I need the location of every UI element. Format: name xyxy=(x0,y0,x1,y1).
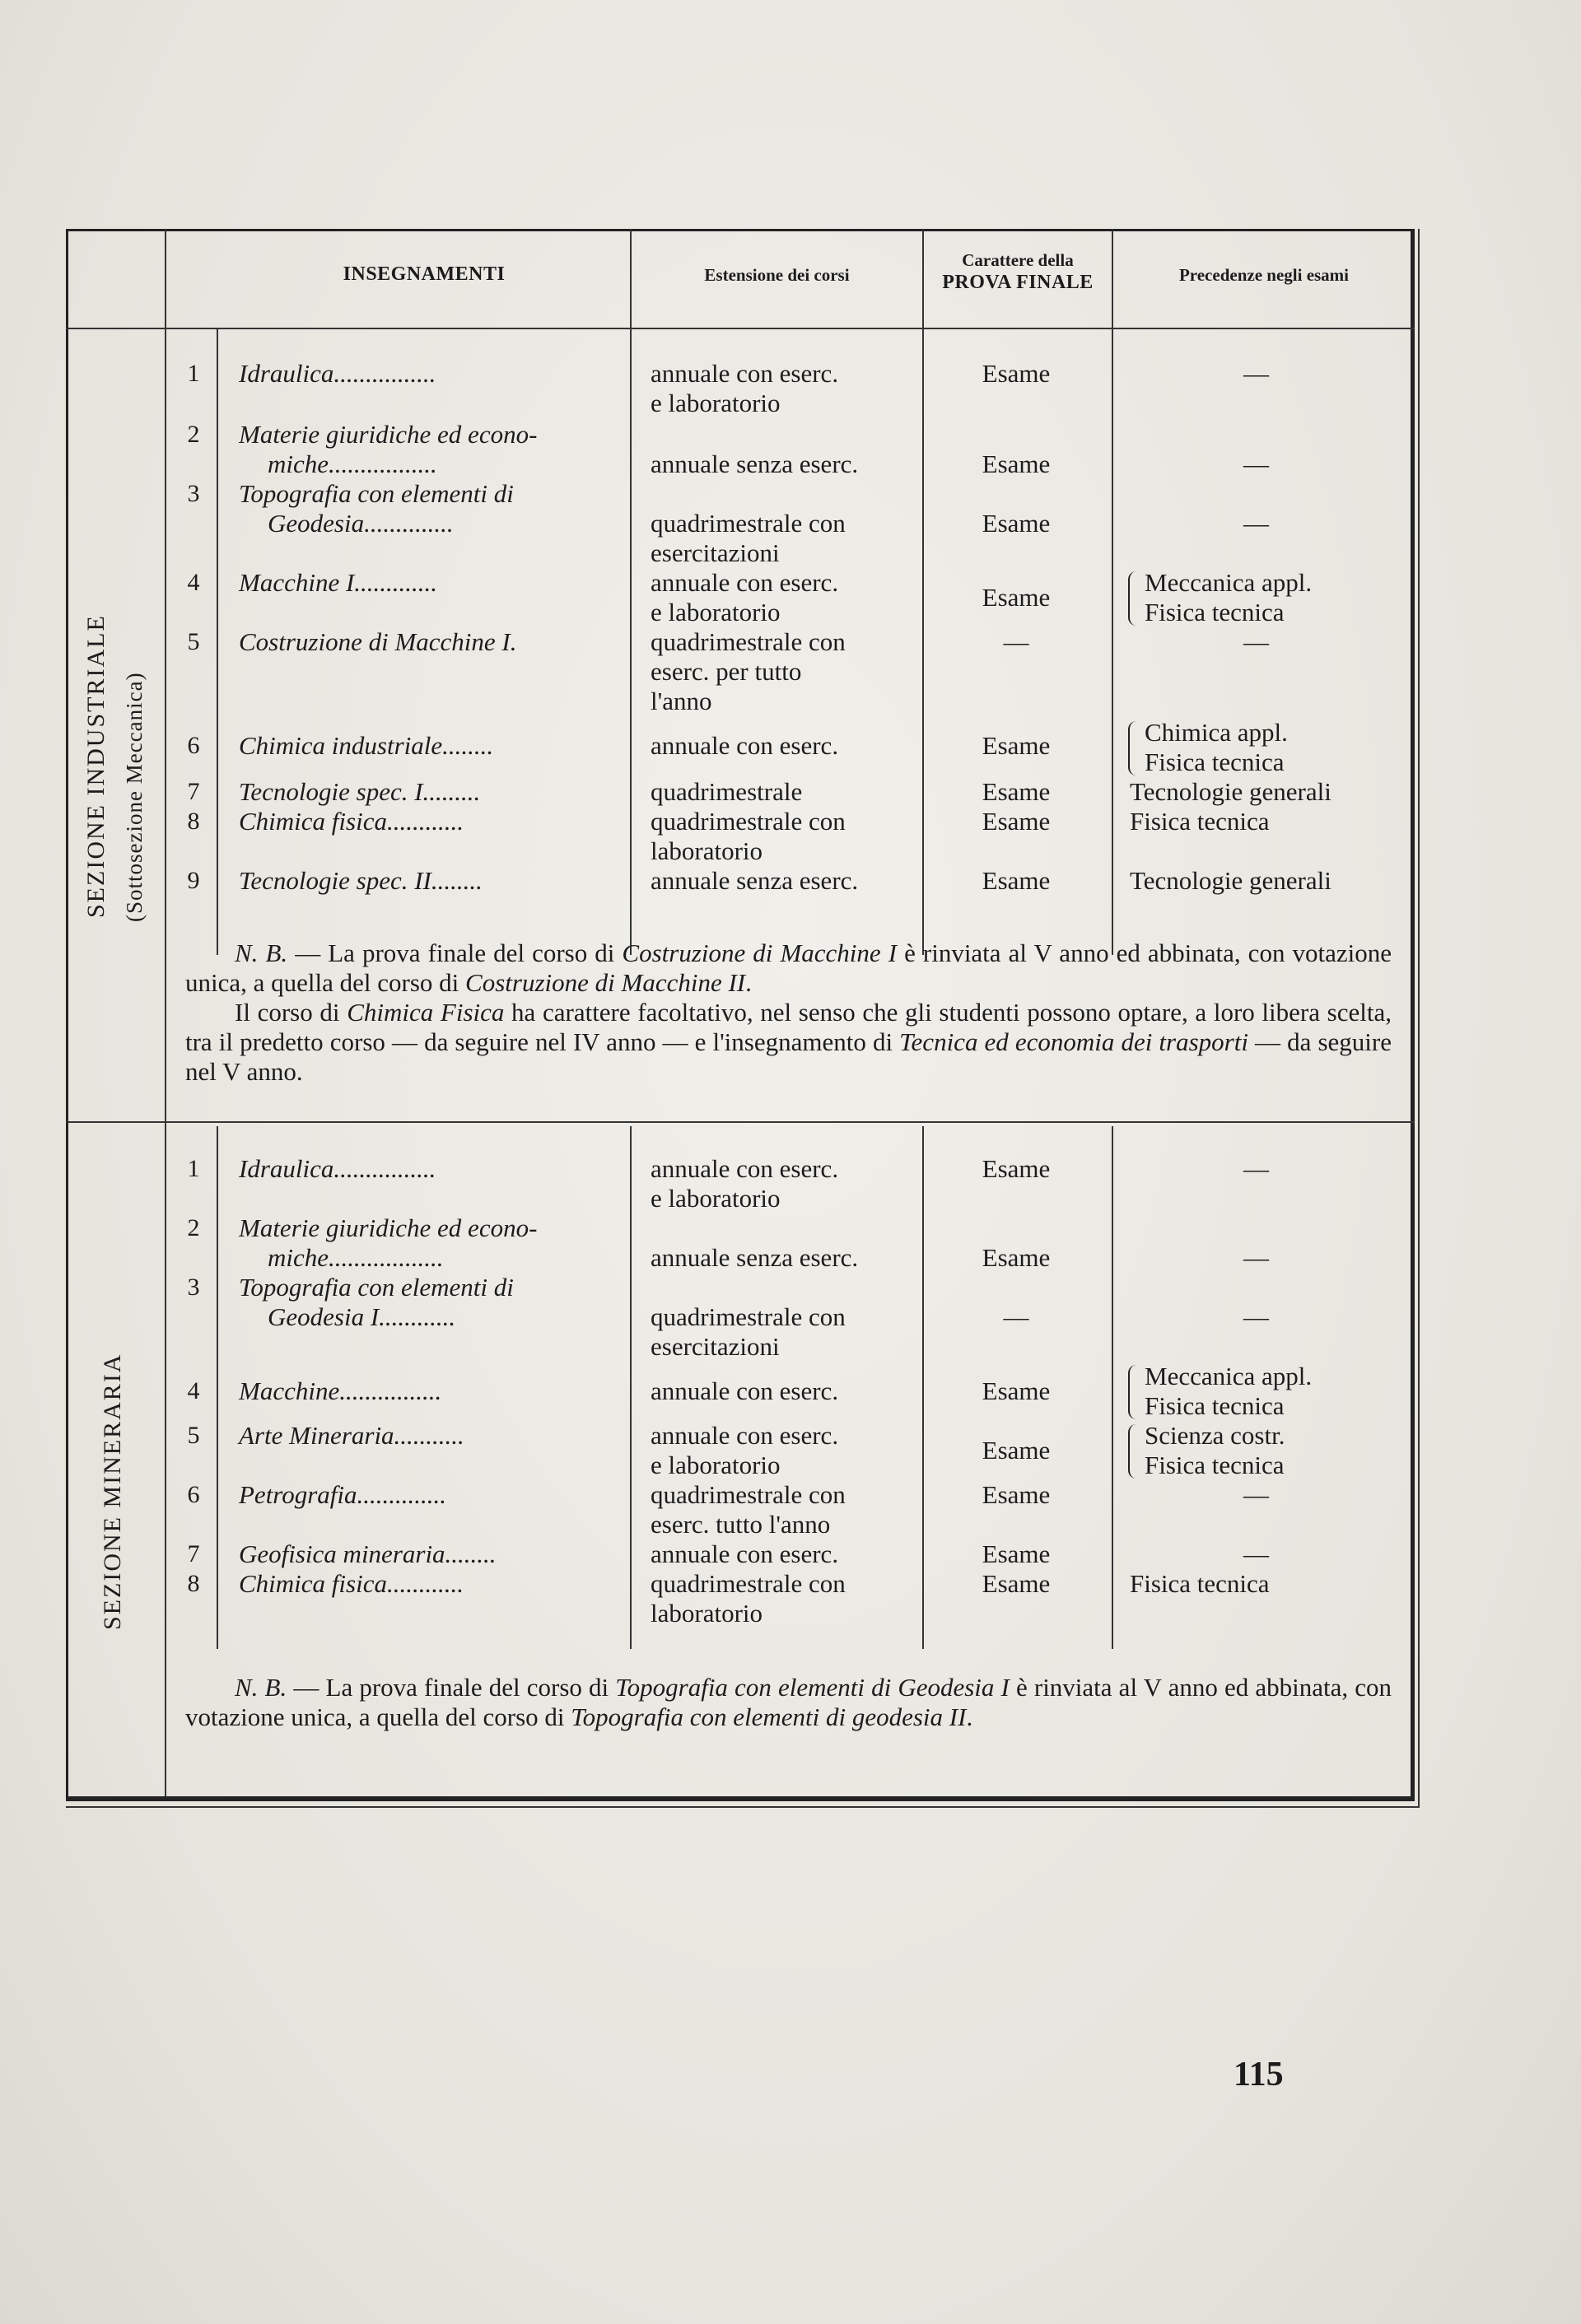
course-extension: annuale senza eserc. xyxy=(651,449,859,478)
course-extension: quadrimestrale con xyxy=(651,1480,846,1509)
exam-precedence: — xyxy=(1243,359,1269,388)
course-extension: e laboratorio xyxy=(651,1184,781,1213)
final-exam-type: Esame xyxy=(982,1539,1051,1568)
final-exam-type: Esame xyxy=(982,1243,1051,1272)
note-mineraria xyxy=(185,1673,1392,1732)
final-exam-type: Esame xyxy=(982,359,1051,388)
final-exam-type: Esame xyxy=(982,777,1051,806)
exam-precedence: Scienza costr. xyxy=(1145,1421,1285,1450)
col-divider-exam xyxy=(1112,1126,1113,1649)
course-extension: quadrimestrale con xyxy=(651,509,846,538)
brace-icon xyxy=(1128,1424,1141,1479)
row-number: 3 xyxy=(187,1274,200,1301)
exam-precedence: — xyxy=(1243,509,1269,538)
col-divider-number xyxy=(217,1126,218,1649)
course-extension: annuale con eserc. xyxy=(651,1154,839,1183)
row-number: 5 xyxy=(187,1422,200,1449)
course-extension: annuale con eserc. xyxy=(651,731,839,760)
final-exam-type: — xyxy=(1003,627,1029,656)
row-number: 2 xyxy=(187,421,200,448)
subject-name: Idraulica................ xyxy=(239,359,436,388)
course-extension: laboratorio xyxy=(651,836,763,865)
section-separator xyxy=(66,1121,1415,1123)
section-label-mineraria: SEZIONE MINERARIA xyxy=(99,1353,126,1630)
note-nb: N. B. xyxy=(235,1673,287,1702)
exam-precedence: Tecnologie generali xyxy=(1130,866,1331,895)
subject-name: Chimica fisica............ xyxy=(239,1569,464,1598)
exam-precedence: Fisica tecnica xyxy=(1130,807,1270,836)
course-extension: annuale con eserc. xyxy=(651,1421,839,1450)
subject-name: Topografia con elementi di xyxy=(239,1273,514,1302)
note-course: Chimica Fisica xyxy=(347,998,505,1027)
course-extension: l'anno xyxy=(651,687,712,715)
row-number: 2 xyxy=(187,1214,200,1241)
note-text: — La prova finale del corso di xyxy=(287,1673,616,1702)
subject-name: Costruzione di Macchine I. xyxy=(239,627,517,656)
course-extension: quadrimestrale con xyxy=(651,807,846,836)
final-exam-type: Esame xyxy=(982,1154,1051,1183)
note-paragraph xyxy=(185,1673,1392,1732)
subject-name: Arte Mineraria........... xyxy=(239,1421,464,1450)
subject-name-cont: Geodesia.............. xyxy=(268,509,454,538)
exam-precedence: Tecnologie generali xyxy=(1130,777,1331,806)
row-number: 1 xyxy=(187,1155,200,1182)
course-extension: annuale con eserc. xyxy=(651,568,839,597)
exam-precedence: Chimica appl. xyxy=(1145,718,1288,747)
final-exam-type: Esame xyxy=(982,1480,1051,1509)
exam-precedence: Meccanica appl. xyxy=(1145,1362,1313,1390)
course-extension: annuale con eserc. xyxy=(651,359,839,388)
subject-name: Tecnologie spec. I......... xyxy=(239,777,481,806)
subject-name: Idraulica................ xyxy=(239,1154,436,1183)
exam-precedence: Fisica tecnica xyxy=(1145,1451,1285,1479)
col-divider-number xyxy=(217,329,218,955)
col-divider-subject xyxy=(630,1126,632,1649)
brace-icon xyxy=(1128,1365,1141,1419)
exam-precedence: Fisica tecnica xyxy=(1130,1569,1270,1598)
course-extension: annuale senza eserc. xyxy=(651,866,859,895)
exam-precedence: Meccanica appl. xyxy=(1145,568,1313,597)
course-extension: quadrimestrale con xyxy=(651,1302,846,1331)
final-exam-type: Esame xyxy=(982,1436,1051,1465)
exam-precedence: — xyxy=(1243,627,1269,656)
exam-precedence: Fisica tecnica xyxy=(1145,598,1285,626)
exam-precedence: — xyxy=(1243,1480,1269,1509)
brace-icon xyxy=(1128,721,1141,775)
final-exam-type: Esame xyxy=(982,866,1051,895)
exam-precedence: Fisica tecnica xyxy=(1145,1391,1285,1420)
note-paragraph xyxy=(185,938,1392,998)
note-nb: N. B. xyxy=(235,938,288,967)
header-bottom-rule xyxy=(66,328,1415,329)
subject-name: Petrografia.............. xyxy=(239,1480,447,1509)
row-number: 4 xyxy=(187,1377,200,1404)
note-course: Tecnica ed economia dei trasporti xyxy=(899,1027,1248,1056)
subject-name-cont: Geodesia I............ xyxy=(268,1302,456,1331)
course-extension: quadrimestrale xyxy=(651,777,803,806)
row-number: 5 xyxy=(187,628,200,655)
row-number: 6 xyxy=(187,1481,200,1508)
col-divider-subject xyxy=(630,229,632,955)
note-text: — da seguire nel V anno. xyxy=(185,1027,1392,1086)
subject-name: Geofisica mineraria........ xyxy=(239,1539,497,1568)
col-divider-section xyxy=(165,229,166,1796)
subject-name-cont: miche.................. xyxy=(268,1243,444,1272)
course-extension: eserc. per tutto xyxy=(651,657,802,686)
header-carattere-line2: PROVA FINALE xyxy=(942,272,1094,293)
col-divider-extension xyxy=(922,229,924,955)
exam-precedence: Fisica tecnica xyxy=(1145,747,1285,776)
row-number: 1 xyxy=(187,360,200,387)
note-text: . xyxy=(745,968,752,997)
final-exam-type: Esame xyxy=(982,731,1051,760)
note-course: Costruzione di Macchine II xyxy=(465,968,746,997)
subject-name: Chimica fisica............ xyxy=(239,807,464,836)
row-number: 9 xyxy=(187,867,200,894)
subject-name: Tecnologie spec. II........ xyxy=(239,866,483,895)
final-exam-type: Esame xyxy=(982,583,1051,612)
brace-icon xyxy=(1128,571,1141,626)
course-extension: e laboratorio xyxy=(651,1451,781,1479)
course-extension: quadrimestrale con xyxy=(651,627,846,656)
row-number: 3 xyxy=(187,480,200,507)
course-extension: annuale con eserc. xyxy=(651,1539,839,1568)
course-extension: e laboratorio xyxy=(651,598,781,626)
note-text: Il corso di xyxy=(235,998,347,1027)
note-industriale xyxy=(185,938,1392,1087)
col-divider-exam xyxy=(1112,229,1113,955)
note-paragraph xyxy=(185,998,1392,1087)
final-exam-type: Esame xyxy=(982,449,1051,478)
subject-name: Materie giuridiche ed econo- xyxy=(239,1213,538,1242)
section-label-industriale: SEZIONE INDUSTRIALE xyxy=(82,614,110,918)
final-exam-type: Esame xyxy=(982,509,1051,538)
subject-name: Topografia con elementi di xyxy=(239,479,514,508)
col-divider-extension xyxy=(922,1126,924,1649)
note-text: . xyxy=(966,1702,973,1731)
subject-name: Materie giuridiche ed econo- xyxy=(239,420,538,449)
subject-name: Chimica industriale........ xyxy=(239,731,494,760)
course-extension: quadrimestrale con xyxy=(651,1569,846,1598)
row-number: 8 xyxy=(187,808,200,835)
subject-name: Macchine................ xyxy=(239,1376,442,1405)
page-number: 115 xyxy=(1234,2056,1284,2093)
course-extension: eserc. tutto l'anno xyxy=(651,1510,831,1539)
course-extension: annuale con eserc. xyxy=(651,1376,839,1405)
exam-precedence: — xyxy=(1243,449,1269,478)
header-carattere-line1: Carattere della xyxy=(962,250,1074,270)
final-exam-type: Esame xyxy=(982,1569,1051,1598)
course-extension: esercitazioni xyxy=(651,1332,780,1361)
note-text: è rinviata al V anno ed abbinata, con votazione unica, a quella del corso di xyxy=(185,938,1392,997)
final-exam-type: Esame xyxy=(982,1376,1051,1405)
header-insegnamenti: INSEGNAMENTI xyxy=(343,263,506,285)
note-course: Topografia con elementi di Geodesia I xyxy=(615,1673,1010,1702)
subject-name: Macchine I............. xyxy=(239,568,438,597)
exam-precedence: — xyxy=(1243,1539,1269,1568)
section-sublabel-meccanica: (Sottosezione Meccanica) xyxy=(122,672,147,922)
exam-precedence: — xyxy=(1243,1154,1269,1183)
final-exam-type: — xyxy=(1003,1302,1029,1331)
course-extension: e laboratorio xyxy=(651,389,781,417)
header-precedenze: Precedenze negli esami xyxy=(1178,265,1350,285)
note-text: è rinviata al V anno ed abbinata, con votazione unica, a quella del corso di xyxy=(185,1673,1392,1731)
course-extension: laboratorio xyxy=(651,1599,763,1628)
row-number: 8 xyxy=(187,1570,200,1597)
course-extension: esercitazioni xyxy=(651,538,780,567)
final-exam-type: Esame xyxy=(982,807,1051,836)
row-number: 7 xyxy=(187,1540,200,1567)
note-course: Topografia con elementi di geodesia II xyxy=(571,1702,967,1731)
course-extension: annuale senza eserc. xyxy=(651,1243,859,1272)
subject-name-cont: miche................. xyxy=(268,449,437,478)
exam-precedence: — xyxy=(1243,1302,1269,1331)
note-text: ha carattere facoltativo, nel senso che gli studenti possono optare, a loro libera scelta, tra il predetto corso — da seguire nel IV anno — e l'insegnamento di xyxy=(185,998,1392,1056)
exam-precedence: — xyxy=(1243,1243,1269,1272)
header-estensione: Estensione dei corsi xyxy=(704,265,850,285)
note-text: — La prova finale del corso di xyxy=(287,938,623,967)
row-number: 4 xyxy=(187,569,200,596)
row-number: 7 xyxy=(187,778,200,805)
row-number: 6 xyxy=(187,732,200,759)
note-course: Costruzione di Macchine I xyxy=(622,938,898,967)
